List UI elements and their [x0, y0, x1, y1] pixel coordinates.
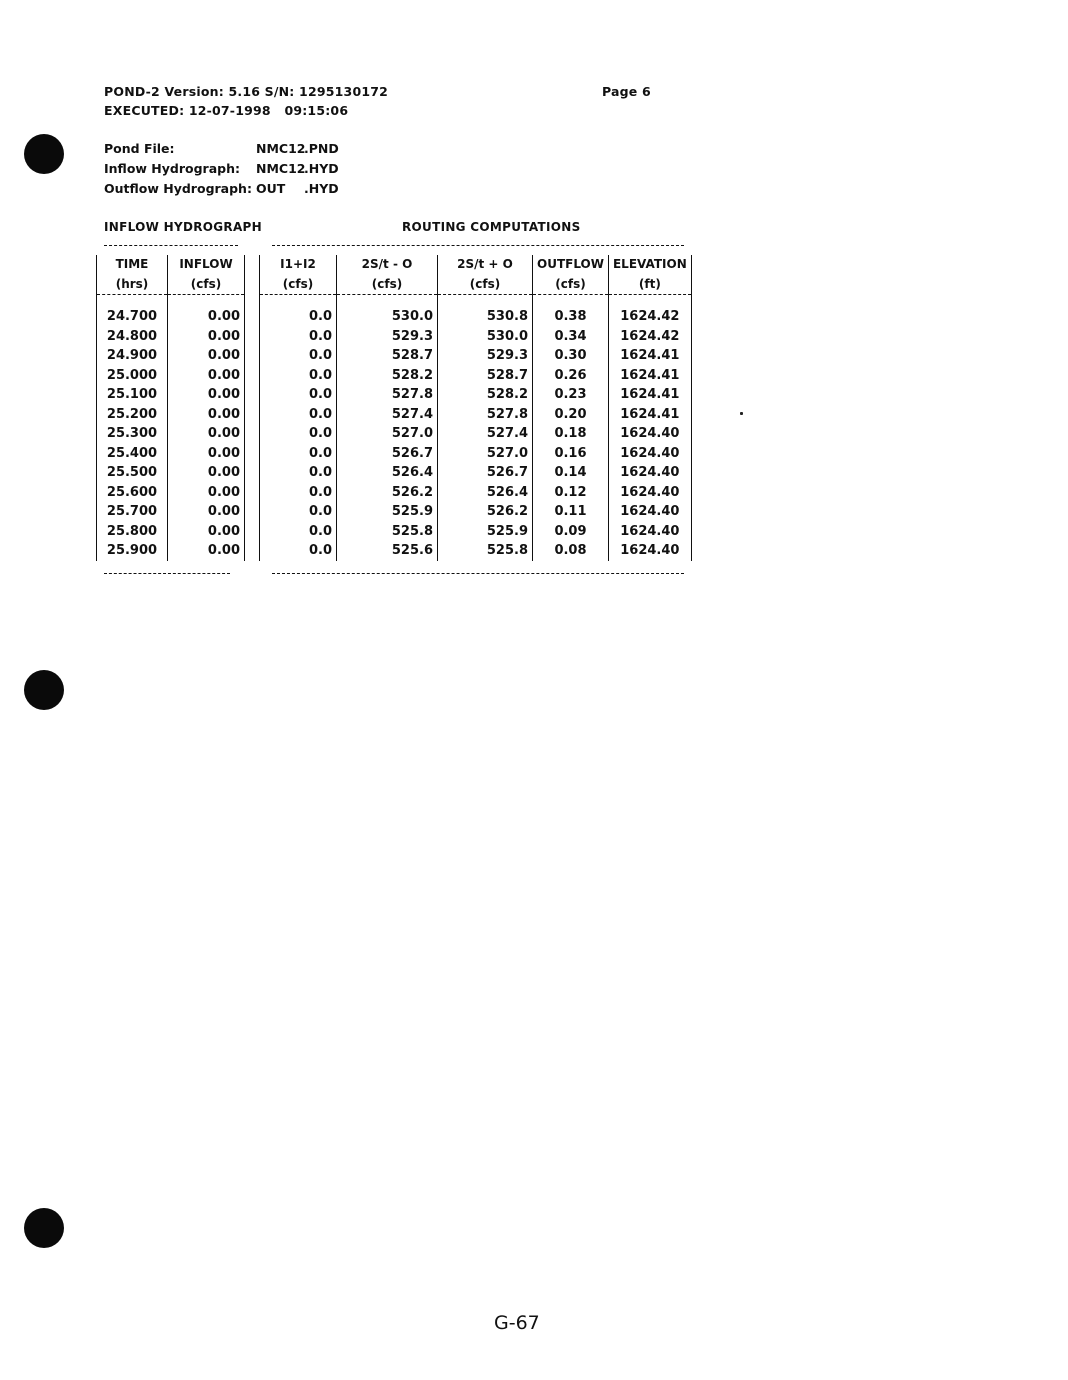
table-cell: 528.2	[337, 366, 438, 386]
table-cell: 0.0	[260, 522, 337, 542]
table-cell: 0.0	[260, 346, 337, 366]
table-cell: 1624.42	[608, 307, 691, 327]
col-unit: (ft)	[608, 275, 691, 295]
table-bottom-dashes	[272, 573, 684, 574]
table-cell: 527.8	[438, 405, 533, 425]
table-cell: 527.0	[337, 424, 438, 444]
table-cell: 0.11	[533, 502, 609, 522]
table-row	[97, 405, 692, 425]
table-cell: 526.7	[438, 463, 533, 483]
table-row	[97, 307, 692, 327]
scan-speck	[740, 412, 743, 415]
table-cell: 24.900	[97, 346, 168, 366]
table-cell: 24.700	[97, 307, 168, 327]
table-cell: 25.600	[97, 483, 168, 503]
table-cell: 25.100	[97, 385, 168, 405]
table-cell: 0.12	[533, 483, 609, 503]
table-cell: 25.300	[97, 424, 168, 444]
table-cell: 527.0	[438, 444, 533, 464]
program-version: POND-2 Version: 5.16 S/N: 1295130172	[104, 84, 389, 99]
table-cell: 0.0	[260, 502, 337, 522]
table-cell: 0.00	[168, 502, 245, 522]
table-cell: 529.3	[337, 327, 438, 347]
table-cell: 0.0	[260, 307, 337, 327]
table-row	[97, 327, 692, 347]
col-unit: (cfs)	[337, 275, 438, 295]
table-cell: 0.16	[533, 444, 609, 464]
table-cell: 525.6	[337, 541, 438, 561]
table-cell: 1624.40	[608, 444, 691, 464]
table-cell: 0.00	[168, 385, 245, 405]
table-row	[97, 385, 692, 405]
table-cell: 0.00	[168, 541, 245, 561]
col-unit: (cfs)	[260, 275, 337, 295]
table-row	[97, 522, 692, 542]
col-header-2s-plus-o: 2S/t + O	[438, 255, 533, 275]
table-cell: 1624.40	[608, 522, 691, 542]
table-cell: 0.0	[260, 463, 337, 483]
col-header-inflow: INFLOW	[168, 255, 245, 275]
punch-hole	[24, 134, 64, 174]
file-row-pond	[104, 141, 339, 161]
file-name: NMC12	[256, 161, 306, 176]
table-row	[97, 366, 692, 386]
table-cell: 1624.40	[608, 541, 691, 561]
table-cell: 1624.40	[608, 463, 691, 483]
file-row-inflow	[104, 161, 339, 181]
table-cell: 0.00	[168, 307, 245, 327]
table-cell: 525.9	[337, 502, 438, 522]
file-name: OUT	[256, 181, 286, 196]
table-cell: 0.0	[260, 424, 337, 444]
table-cell: 1624.41	[608, 366, 691, 386]
table-cell: 0.00	[168, 327, 245, 347]
table-cell: 0.00	[168, 444, 245, 464]
table-cell: 0.00	[168, 522, 245, 542]
page-number: Page 6	[602, 84, 651, 99]
table-cell: 527.4	[438, 424, 533, 444]
table-cell: 25.800	[97, 522, 168, 542]
punch-hole	[24, 670, 64, 710]
table-cell: 526.4	[438, 483, 533, 503]
table-cell: 530.0	[337, 307, 438, 327]
col-unit: (cfs)	[168, 275, 245, 295]
inflow-hydrograph-title: INFLOW HYDROGRAPH	[104, 220, 262, 234]
table-cell: 1624.41	[608, 405, 691, 425]
table-cell: 528.7	[337, 346, 438, 366]
divider-dashes	[104, 245, 238, 246]
table-cell: 24.800	[97, 327, 168, 347]
table-cell: 0.23	[533, 385, 609, 405]
col-unit: (cfs)	[533, 275, 609, 295]
table-cell: 526.2	[438, 502, 533, 522]
header-separator	[97, 295, 692, 308]
table-cell: 525.8	[337, 522, 438, 542]
column-header-row	[97, 255, 692, 275]
punch-hole	[24, 1208, 64, 1248]
table-cell: 0.0	[260, 366, 337, 386]
table-cell: 0.34	[533, 327, 609, 347]
table-cell: 0.0	[260, 327, 337, 347]
table-cell: 1624.40	[608, 424, 691, 444]
col-header-elevation: ELEVATION	[608, 255, 691, 275]
table-cell: 0.26	[533, 366, 609, 386]
table-cell: 0.00	[168, 424, 245, 444]
table-cell: 0.38	[533, 307, 609, 327]
table-cell: 0.00	[168, 483, 245, 503]
table-bottom-dashes	[104, 573, 230, 574]
file-label: Pond File:	[104, 141, 175, 156]
table-cell: 0.14	[533, 463, 609, 483]
col-header-2s-minus-o: 2S/t - O	[337, 255, 438, 275]
table-cell: 1624.42	[608, 327, 691, 347]
table-cell: 0.0	[260, 385, 337, 405]
table-cell: 0.18	[533, 424, 609, 444]
file-name: NMC12	[256, 141, 306, 156]
table-cell: 25.400	[97, 444, 168, 464]
table-cell: 25.900	[97, 541, 168, 561]
table-cell: 530.0	[438, 327, 533, 347]
table-cell: 0.0	[260, 541, 337, 561]
table-cell: 526.4	[337, 463, 438, 483]
footer-page-code: G-67	[494, 1312, 540, 1334]
table-row	[97, 541, 692, 561]
table-cell: 0.00	[168, 366, 245, 386]
table-cell: 527.8	[337, 385, 438, 405]
table-cell: 1624.40	[608, 483, 691, 503]
file-ext: .PND	[304, 141, 339, 156]
table-cell: 1624.41	[608, 385, 691, 405]
table-cell: 25.000	[97, 366, 168, 386]
table-row	[97, 502, 692, 522]
table-cell: 1624.41	[608, 346, 691, 366]
routing-table	[96, 255, 692, 561]
table-row	[97, 424, 692, 444]
table-cell: 530.8	[438, 307, 533, 327]
table-cell: 528.7	[438, 366, 533, 386]
table-cell: 0.09	[533, 522, 609, 542]
col-unit: (hrs)	[97, 275, 168, 295]
table-cell: 25.700	[97, 502, 168, 522]
file-label: Inflow Hydrograph:	[104, 161, 241, 176]
table-cell: 526.7	[337, 444, 438, 464]
executed-timestamp: EXECUTED: 12-07-1998 09:15:06	[104, 103, 349, 118]
col-header-outflow: OUTFLOW	[533, 255, 609, 275]
table-cell: 0.0	[260, 405, 337, 425]
table-cell: 0.00	[168, 405, 245, 425]
table-row	[97, 346, 692, 366]
file-row-outflow	[104, 181, 339, 201]
table-cell: 525.9	[438, 522, 533, 542]
table-cell: 0.08	[533, 541, 609, 561]
table-cell: 0.30	[533, 346, 609, 366]
col-header-time: TIME	[97, 255, 168, 275]
file-ext: .HYD	[304, 161, 339, 176]
table-cell: 528.2	[438, 385, 533, 405]
routing-computations-title: ROUTING COMPUTATIONS	[402, 220, 581, 234]
table-cell: 527.4	[337, 405, 438, 425]
table-row	[97, 483, 692, 503]
table-cell: 525.8	[438, 541, 533, 561]
table-row	[97, 444, 692, 464]
table-cell: 0.00	[168, 346, 245, 366]
unit-header-row	[97, 275, 692, 295]
file-info	[104, 141, 339, 201]
table-cell: 0.0	[260, 444, 337, 464]
file-label: Outflow Hydrograph:	[104, 181, 252, 196]
table-row	[97, 463, 692, 483]
table-cell: 0.20	[533, 405, 609, 425]
table-cell: 526.2	[337, 483, 438, 503]
file-ext: .HYD	[304, 181, 339, 196]
divider-dashes	[272, 245, 684, 246]
table-cell: 0.0	[260, 483, 337, 503]
table-cell: 0.00	[168, 463, 245, 483]
col-unit: (cfs)	[438, 275, 533, 295]
table-cell: 1624.40	[608, 502, 691, 522]
table-cell: 25.500	[97, 463, 168, 483]
col-header-i1i2: I1+I2	[260, 255, 337, 275]
table-cell: 529.3	[438, 346, 533, 366]
table-cell: 25.200	[97, 405, 168, 425]
